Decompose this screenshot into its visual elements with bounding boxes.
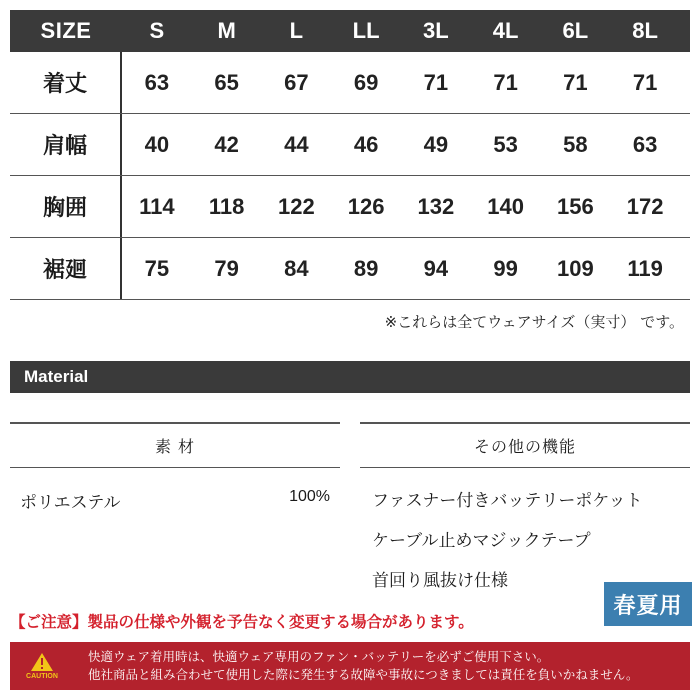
size-cell: 46 [353, 131, 379, 157]
caution-line-1: 快適ウェア着用時は、快適ウェア専用のファン・バッテリーを必ずご使用下さい。 [88, 649, 550, 664]
function-item: 首回り風抜け仕様 [372, 570, 508, 591]
size-cell: 40 [144, 131, 170, 157]
function-item: ファスナー付きバッテリーポケット [372, 490, 643, 511]
size-cell: 69 [353, 69, 379, 95]
size-cell: 118 [208, 193, 245, 219]
caution-text [74, 648, 690, 684]
size-cell: 44 [284, 131, 309, 157]
size-cell: 94 [423, 255, 449, 281]
caution-label: CAUTION [26, 673, 58, 680]
material-item [10, 488, 340, 513]
size-header-label: SIZE [40, 18, 92, 43]
size-note: ※これらは全てウェアサイズ（実寸） です。 [384, 313, 684, 331]
size-cell: 99 [493, 255, 518, 281]
size-column-header: S [149, 18, 165, 43]
size-cell: 122 [278, 193, 315, 219]
function-item: ケーブル止めマジックテープ [372, 530, 591, 551]
size-cell: 156 [557, 193, 594, 219]
functions-column-title: その他の機能 [360, 424, 690, 468]
size-row-label: 胸囲 [10, 176, 122, 237]
size-cell: 71 [423, 69, 449, 95]
size-column-header: M [217, 18, 236, 43]
material-name: ポリエステル [20, 493, 121, 513]
size-cell: 109 [557, 255, 594, 281]
size-cell: 119 [627, 255, 663, 281]
size-table-header [10, 10, 690, 52]
material-percent: 100% [289, 488, 330, 505]
size-column-header: L [289, 18, 304, 43]
season-badge: 春夏用 [604, 582, 692, 626]
size-cell: 71 [493, 69, 518, 95]
material-column [10, 422, 340, 513]
size-cell: 71 [563, 69, 588, 95]
size-column-header: 4L [492, 18, 519, 43]
size-row-label: 裾廻 [10, 238, 122, 299]
size-cell: 58 [563, 131, 588, 157]
warning-triangle-icon [10, 642, 74, 690]
size-cell: 126 [347, 193, 385, 219]
size-cell: 172 [626, 193, 664, 219]
size-cell: 71 [632, 69, 658, 95]
functions-column [360, 422, 690, 598]
size-row-label: 着丈 [10, 52, 122, 113]
size-columns [122, 18, 690, 44]
material-header: Material [10, 361, 690, 393]
size-column-header: LL [352, 18, 380, 43]
size-row [10, 176, 690, 238]
size-cell: 63 [144, 69, 170, 95]
size-cell: 49 [423, 131, 449, 157]
size-column-header: 6L [562, 18, 589, 43]
size-cell: 75 [144, 255, 170, 281]
size-cell: 140 [487, 193, 524, 219]
size-cell: 84 [284, 255, 309, 281]
size-cell: 53 [493, 131, 518, 157]
caution-line-2: 他社商品と組み合わせて使用した際に発生する故障や事故につきましては責任を負いかねません。 [88, 667, 639, 682]
size-cell: 65 [214, 69, 239, 95]
size-table-body [10, 52, 690, 300]
caution-bar [10, 642, 690, 690]
size-row [10, 114, 690, 176]
size-cell: 63 [632, 131, 658, 157]
functions-list [360, 478, 690, 598]
notice-text: 【ご注意】製品の仕様や外観を予告なく変更する場合があります。 [10, 613, 474, 631]
material-column-title: 素 材 [10, 424, 340, 468]
size-cell: 114 [139, 193, 175, 219]
size-cell: 42 [214, 131, 239, 157]
size-column-header: 8L [632, 18, 658, 43]
size-row [10, 238, 690, 300]
size-cell: 89 [353, 255, 379, 281]
size-cell: 79 [214, 255, 239, 281]
size-row-label: 肩幅 [10, 114, 122, 175]
size-column-header: 3L [423, 18, 449, 43]
size-row [10, 52, 690, 114]
size-cell: 132 [417, 193, 455, 219]
size-cell: 67 [284, 69, 309, 95]
